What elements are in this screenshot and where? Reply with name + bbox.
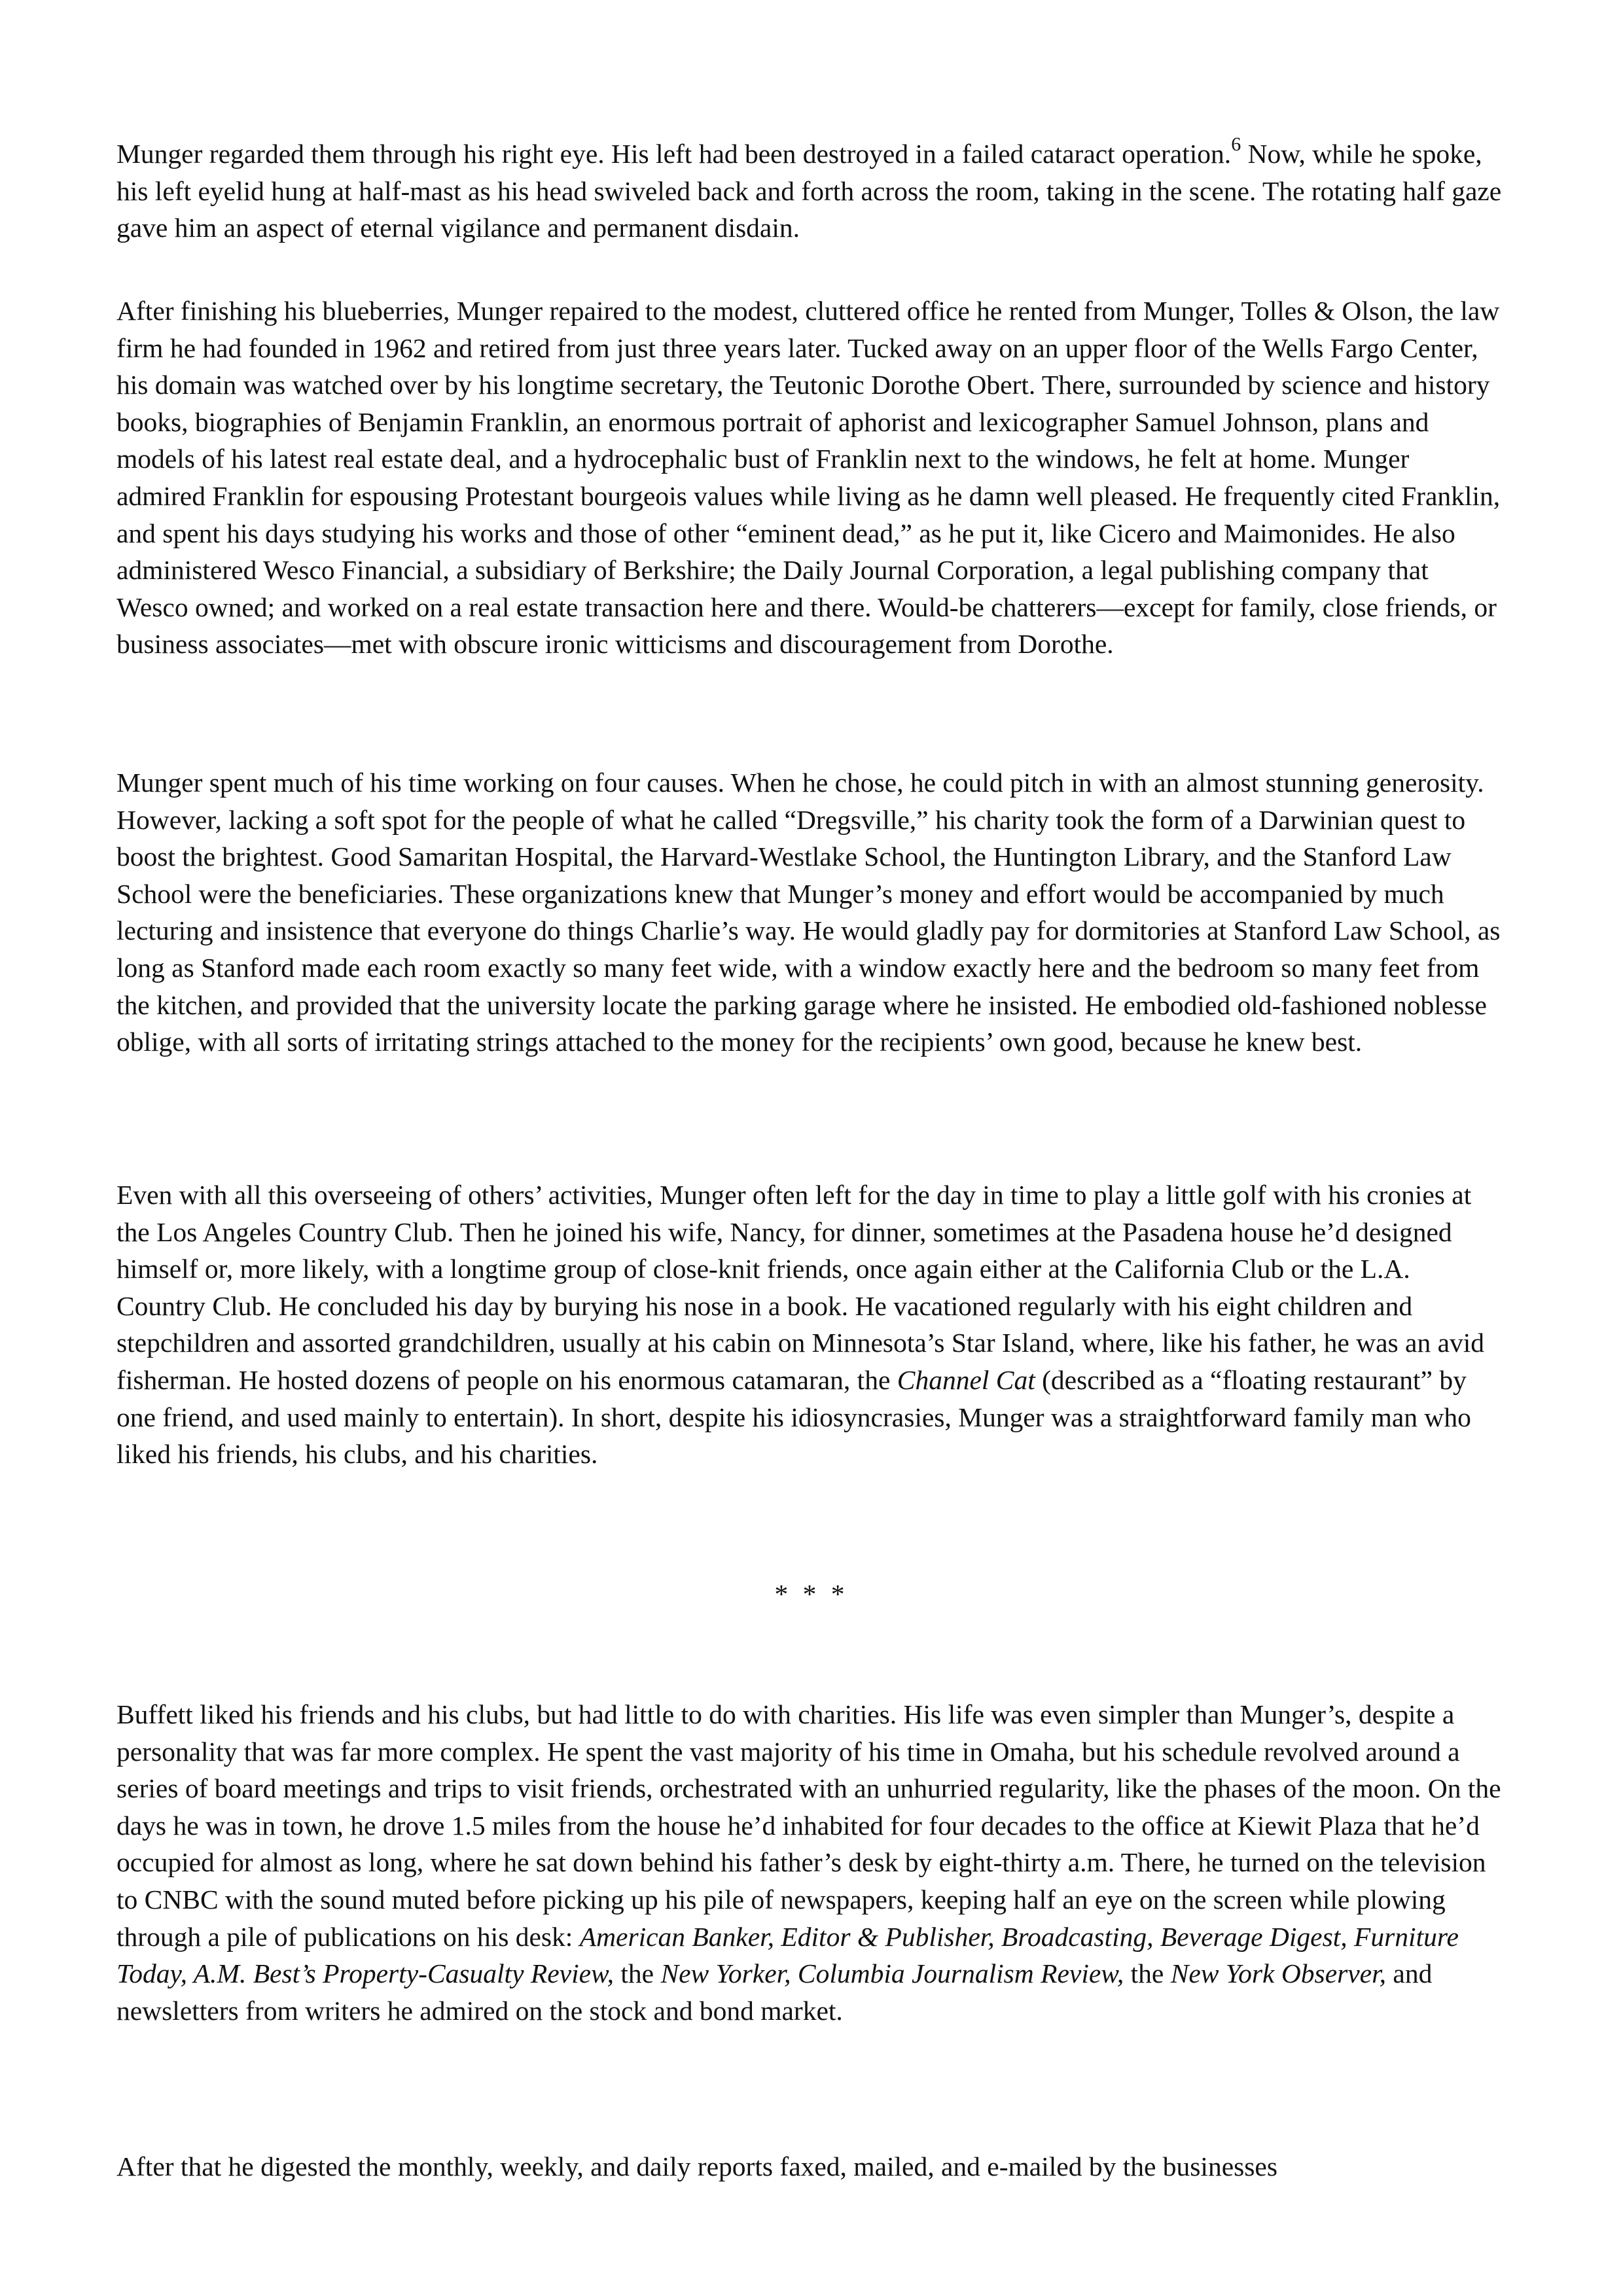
text-run: Munger regarded them through his right eye. His left had been destroyed in a failed cataract operation. [116, 139, 1232, 169]
footnote-marker: 6 [1231, 133, 1241, 156]
text-run: Buffett liked his friends and his clubs, but had little to do with charities. His life was even simpler than Munger’s, despite a personality that was far more complex. He spent the vast majority of his time in Omaha, but his schedule revolved around a series of board meetings and trips to visit friends, orchestrated with an unhurried regularity, like the phases of the moon. On the days he was in town, he drove 1.5 miles from the house he’d inhabited for four decades to the office at Kiewit Plaza that he’d occupied for almost as long, where he sat down behind his father’s desk by eight-thirty a.m. There, he turned on the television to CNBC with the sound muted before picking up his pile of newspapers, keeping half an eye on the screen while plowing through a pile of publications on his desk: [116, 1699, 1501, 1952]
text-run: and newsletters from writers he admired on the stock and bond market. [116, 1958, 1433, 2026]
paragraph-leisure [116, 1176, 1504, 1473]
text-run: Even with all this overseeing of others’ activities, Munger often left for the day in time to play a little golf with his cronies at the Los Angeles Country Club. Then he joined his wife, Nancy, for dinner, sometimes at the Pasadena house he’d designed himself or, more likely, with a longtime group of close-knit friends, once again either at the California Club or the L.A. Country Club. He concluded his day by burying his nose in a book. He vacationed regularly with his eight children and stepchildren and assorted grandchildren, usually at his cabin on Minnesota’s Star Island, where, like his father, he was an avid fisherman. He hosted dozens of people on his enormous catamaran, the [116, 1180, 1485, 1395]
italic-title: Channel Cat [897, 1364, 1035, 1395]
paragraph-office [116, 292, 1504, 663]
text-run: After finishing his blueberries, Munger repaired to the modest, cluttered office he rented from Munger, Tolles & Olson, the law firm he had founded in 1962 and retired from just three years later. Tucked away on an upper floor of the Wells Fargo Center, his domain was watched over by his longtime secretary, the Teutonic Dorothe Obert. There, surrounded by science and history books, biographies of Benjamin Franklin, an enormous portrait of aphorist and lexicographer Samuel Johnson, plans and models of his latest real estate deal, and a hydrocephalic bust of Franklin next to the windows, he felt at home. Munger admired Franklin for espousing Protestant bourgeois values while living as he damn well pleased. He frequently cited Franklin, and spent his days studying his works and those of other “eminent dead,” as he put it, like Cicero and Maimonides. He also administered Wesco Financial, a subsidiary of Berkshire; the Daily Journal Corporation, a legal publishing company that Wesco owned; and worked on a real estate transaction here and there. Would-be chatterers—except for family, close friends, or business associates—met with obscure ironic witticisms and discouragement from Dorothe. [116, 296, 1501, 660]
paragraph-cataract [116, 135, 1504, 247]
text-run: the [1124, 1958, 1171, 1989]
text-run: Now, while he spoke, his left eyelid hung at half-mast as his head swiveled back and forth across the room, taking in the scene. The rotating half gaze gave him an aspect of eternal vigilance and permanent disdain. [116, 139, 1502, 243]
italic-title: New York Observer, [1170, 1958, 1387, 1989]
text-run: Munger spent much of his time working on four causes. When he chose, he could pitch in with an almost stunning generosity. However, lacking a soft spot for the people of what he called “Dregsville,” his charity took the form of a Darwinian quest to boost the brightest. Good Samaritan Hospital, the Harvard-Westlake School, the Huntington Library, and the Stanford Law School were the beneficiaries. These organizations knew that Munger’s money and effort would be accompanied by much lecturing and insistence that everyone do things Charlie’s way. He would gladly pay for dormitories at Stanford Law School, as long as Stanford made each room exactly so many feet wide, with a window exactly here and the bedroom so many feet from the kitchen, and provided that the university locate the parking garage where he insisted. He embodied old-fashioned noblesse oblige, with all sorts of irritating strings attached to the money for the recipients’ own good, because he knew best. [116, 768, 1501, 1057]
paragraph-buffett-routine [116, 1696, 1504, 2029]
paragraph-charities [116, 764, 1504, 1061]
text-run: (described as a “floating restaurant” by one friend, and used mainly to entertain). In short, despite his idiosyncrasies, Munger was a straightforward family man who liked his friends, his clubs, and his charities. [116, 1364, 1471, 1470]
text-run: After that he digested the monthly, weekly, and daily reports faxed, mailed, and e-mailed by the businesses [116, 2151, 1277, 2181]
text-run: the [614, 1958, 661, 1989]
italic-title: American Banker, Editor & Publisher, Broadcasting, Beverage Digest, Furniture Today, A.M. Best’s Property-Casualty Review, [116, 1921, 1459, 1989]
section-separator: * * * [774, 1579, 849, 1609]
paragraph-reports [116, 2148, 1504, 2185]
italic-title: New Yorker, Columbia Journalism Review, [660, 1958, 1124, 1989]
